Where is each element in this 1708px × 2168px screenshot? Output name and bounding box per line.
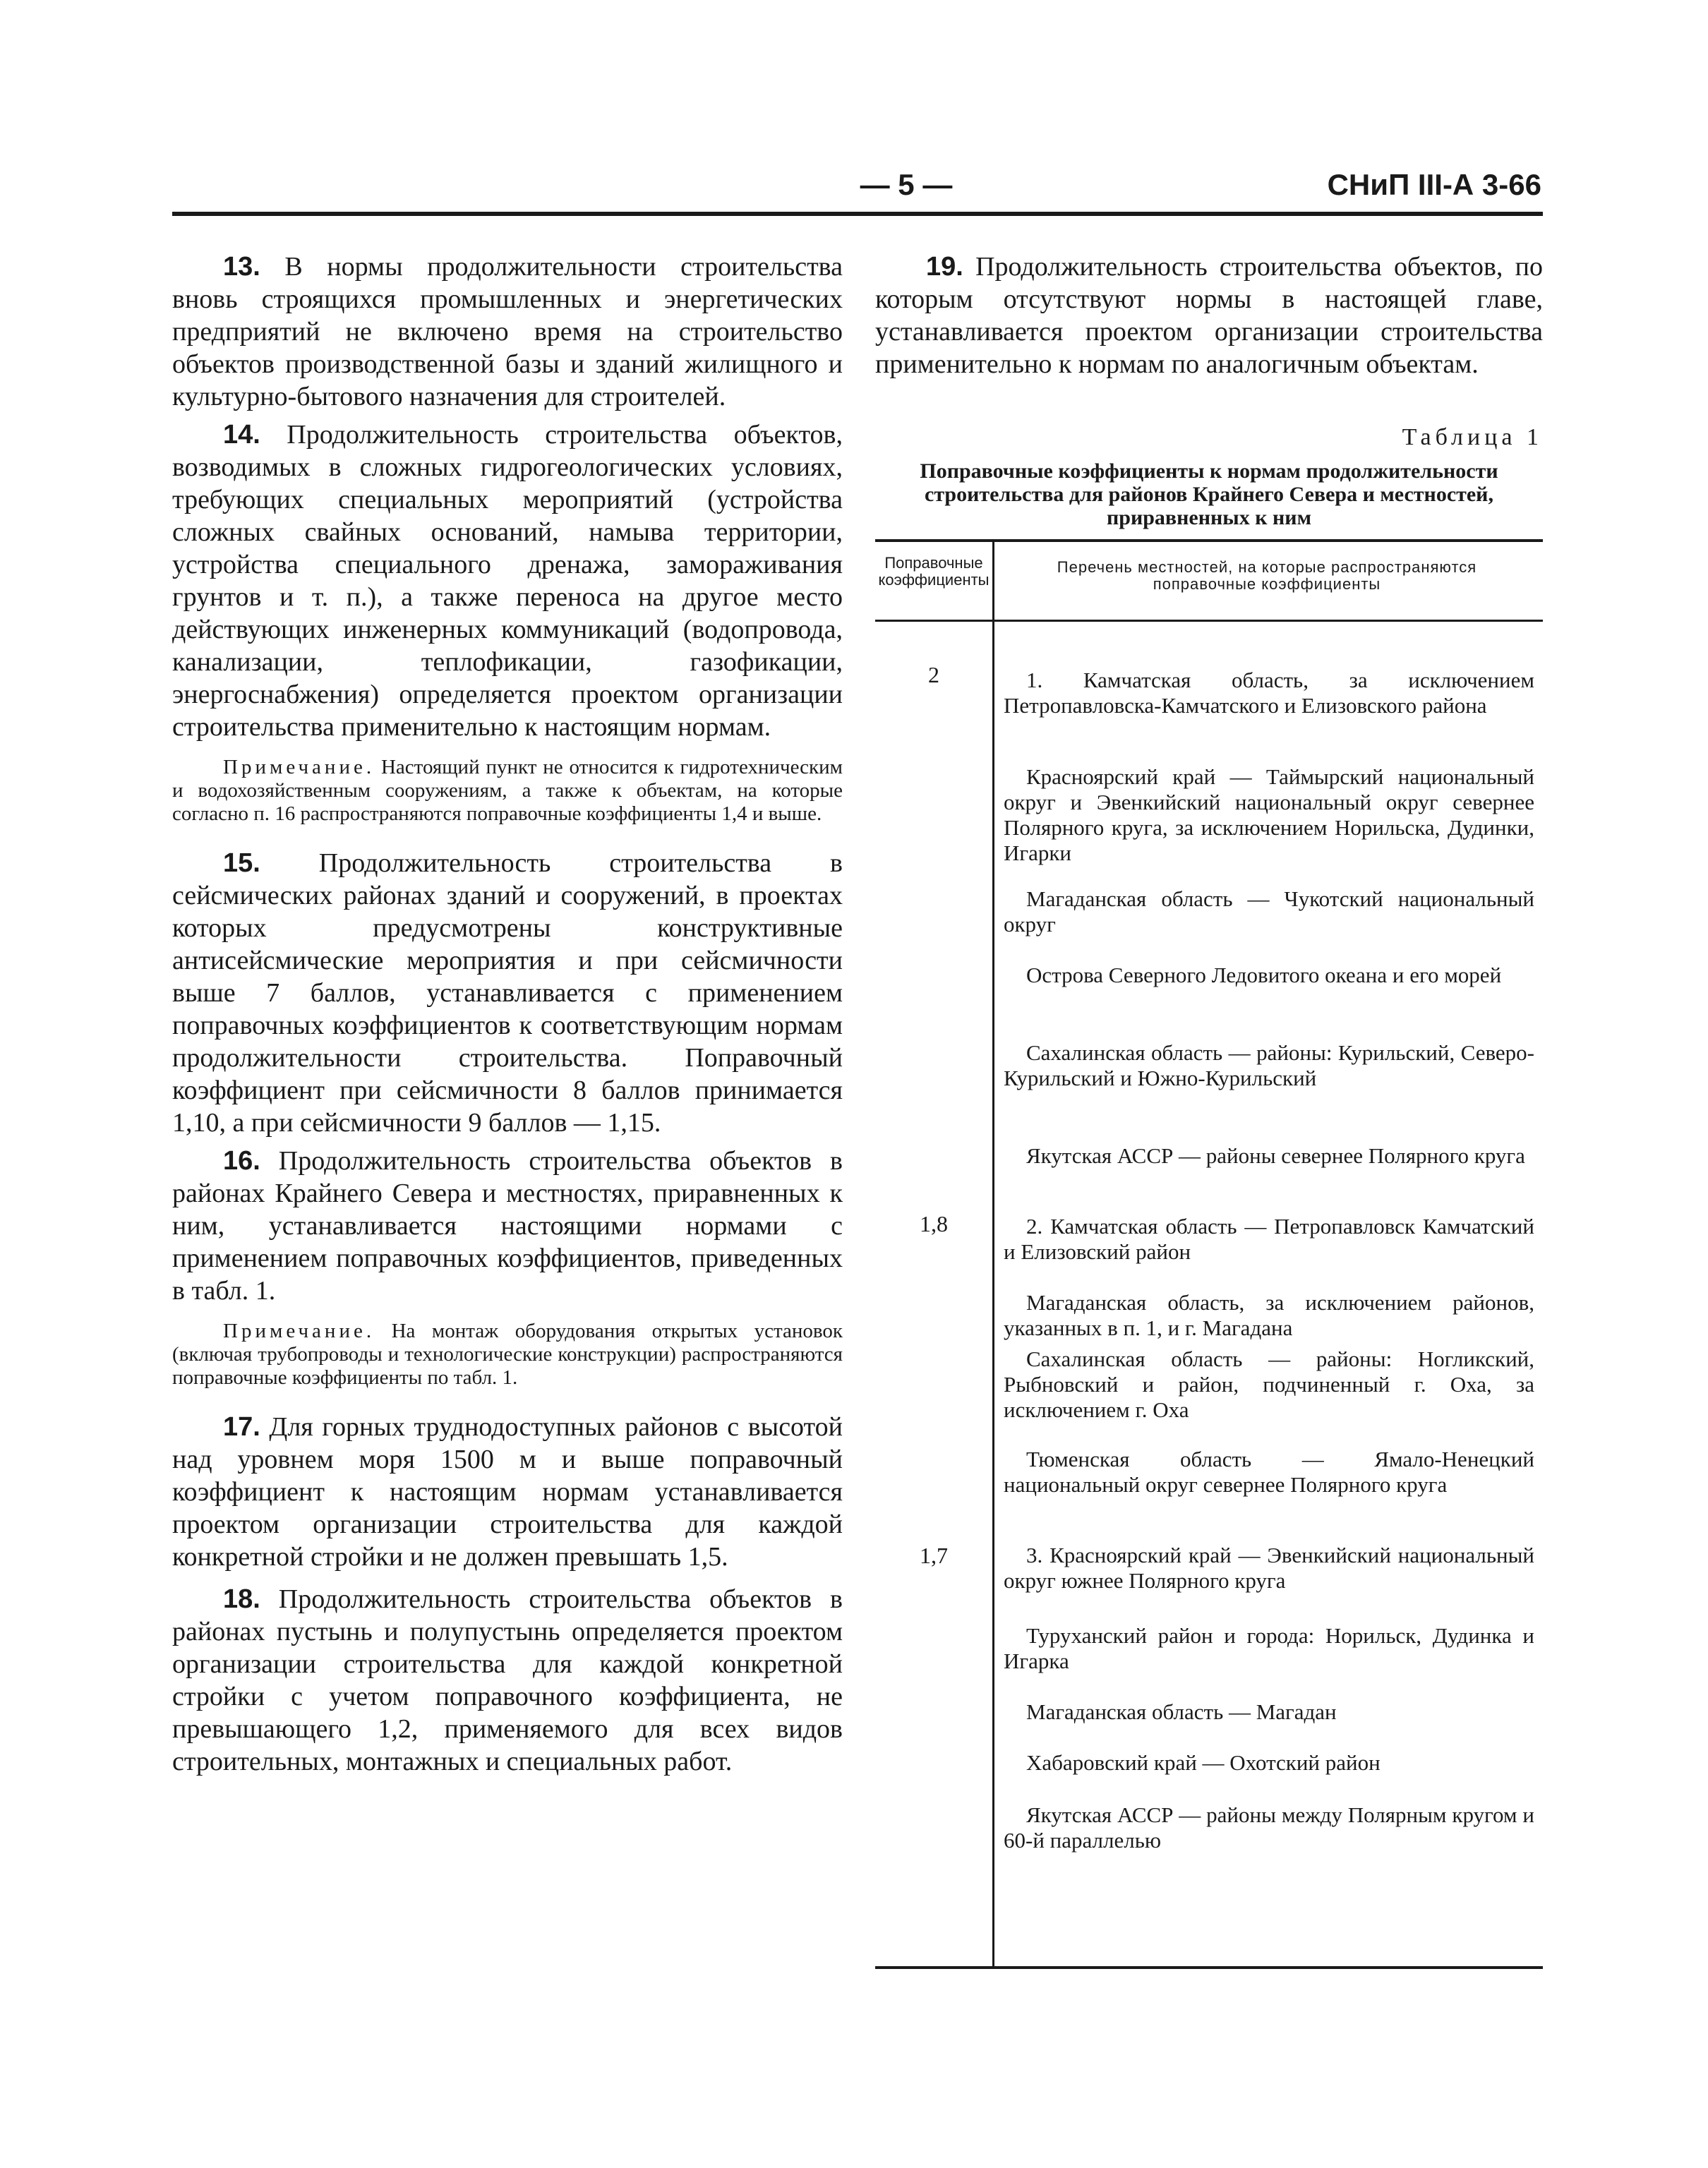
coefficient-value: 1,8 xyxy=(920,1211,948,1236)
paragraph-14 xyxy=(172,418,843,743)
paragraph-number: 15. xyxy=(223,848,260,878)
note-label: Примечание. xyxy=(223,1320,375,1342)
table-entry: 1. Камчатская область, за исключением Петропавловска-Камчатского и Елизовского района xyxy=(1004,668,1534,718)
page-number: — 5 — xyxy=(860,168,953,201)
table-entry: 3. Красноярский край — Эвенкийский национальный округ южнее Полярного круга xyxy=(1004,1543,1534,1593)
paragraph-number: 19. xyxy=(926,252,963,282)
left-column xyxy=(172,251,843,1778)
table-label: Таблица 1 xyxy=(1402,424,1543,450)
column-header-coefficients: Поправочные коэффициенты xyxy=(878,554,990,589)
table-entry: Якутская АССР — районы между Полярным кругом и 60-й параллелью xyxy=(1004,1802,1534,1853)
paragraph-number: 17. xyxy=(223,1412,260,1442)
correction-table xyxy=(875,539,1543,1969)
column-header-areas: Перечень местностей, на которые распространяются поправочные коэффициенты xyxy=(1057,558,1477,593)
paragraph-text: Продолжительность строительства объектов, возводимых в сложных гидрогеологических условиях, требующих специальных мероприятий (устройства сложных свайных оснований, намыва территории, устройства специального дренажа, замораживания грунтов и т. п.), а также переноса на другое место действующих инженерных коммуникаций (водопровода, канализации, теплофикации, газофикации, энергоснабжения) определяется проектом организации строительства применительно к настоящим нормам. xyxy=(172,420,843,742)
header-divider xyxy=(875,620,1543,622)
paragraph-text: В нормы продолжительности строительства вновь строящихся промышленных и энергетических предприятий не включено время на строительство объектов производственной базы и зданий жилищного и культурно-бытового назначения для строителей. xyxy=(172,252,843,411)
paragraph-number: 14. xyxy=(223,420,260,450)
note-label: Примечание. xyxy=(223,756,375,778)
document-code: СНиП III-А 3-66 xyxy=(1327,168,1541,201)
table-entry: Магаданская область, за исключением районов, указанных в п. 1, и г. Магадана xyxy=(1004,1290,1534,1340)
note-2 xyxy=(172,1320,843,1390)
table-entry: Туруханский район и города: Норильск, Дудинка и Игарка xyxy=(1004,1623,1534,1673)
table-entry: Якутская АССР — районы севернее Полярного круга xyxy=(1026,1143,1525,1168)
paragraph-text: Продолжительность строительства объектов в районах пустынь и полупустынь определяется проектом организации строительства для каждой конкретной стройки с учетом поправочного коэффициента, не превышающего 1,2, применяемого для всех видов строительных, монтажных и специальных работ. xyxy=(172,1584,843,1776)
table-entry: Сахалинская область — районы: Ногликский, Рыбновский и район, подчиненный г. Оха, за исключением г. Оха xyxy=(1004,1347,1534,1422)
table-entry: Острова Северного Ледовитого океана и его морей xyxy=(1026,963,1502,987)
paragraph-18 xyxy=(172,1583,843,1778)
paragraph-number: 18. xyxy=(223,1584,260,1614)
note-text: На монтаж оборудования открытых установок (включая трубопроводы и технологические конструкции) распространяются поправочные коэффициенты по табл. 1. xyxy=(172,1320,843,1389)
paragraph-text: Продолжительность строительства объектов в районах Крайнего Севера и местностях, приравненных к ним, устанавливается настоящими нормами с применением поправочных коэффициентов, приведенных в табл. 1. xyxy=(172,1146,843,1306)
header-rule xyxy=(172,212,1543,216)
table-entry: Красноярский край — Таймырский национальный округ и Эвенкийский национальный округ севернее Полярного круга, за исключением Норильска, Дудинки, Игарки xyxy=(1004,764,1534,865)
paragraph-number: 13. xyxy=(223,252,260,282)
paragraph-17 xyxy=(172,1411,843,1573)
paragraph-number: 16. xyxy=(223,1146,260,1176)
paragraph-19 xyxy=(875,251,1543,380)
table-entry: Магаданская область — Чукотский национальный округ xyxy=(1004,886,1534,937)
table-entry: Хабаровский край — Охотский район xyxy=(1026,1750,1381,1775)
coefficient-value: 2 xyxy=(928,662,939,687)
paragraph-15 xyxy=(172,847,843,1139)
coefficient-value: 1,7 xyxy=(920,1543,948,1568)
table-entry: Магаданская область — Магадан xyxy=(1026,1699,1337,1724)
paragraph-13 xyxy=(172,251,843,413)
paragraph-text: Для горных труднодоступных районов с высотой над уровнем моря 1500 м и выше поправочный коэффициент к настоящим нормам устанавливается проектом организации строительства для каждой конкретной стройки и не должен превышать 1,5. xyxy=(172,1412,843,1572)
table-title: Поправочные коэффициенты к нормам продолжительности строительства для районов Крайнего Севера и местностей, приравненных к ним xyxy=(920,459,1498,529)
paragraph-text: Продолжительность строительства в сейсмических районах зданий и сооружений, в проектах которых предусмотрены конструктивные антисейсмические мероприятия и при сейсмичности выше 7 баллов, устанавливается с применением поправочных коэффициентов к соответствующим нормам продолжительности строительства. Поправочный коэффициент при сейсмичности 8 баллов принимается 1,10, а при сейсмичности 9 баллов — 1,15. xyxy=(172,848,843,1138)
note-text: Настоящий пункт не относится к гидротехническим и водохозяйственным сооружениям, а также к объектам, на которые согласно п. 16 распространяются поправочные коэффициенты 1,4 и выше. xyxy=(172,756,843,825)
right-column xyxy=(875,251,1543,1969)
table-entry: Тюменская область — Ямало-Ненецкий национальный округ севернее Полярного круга xyxy=(1004,1447,1534,1497)
table-entry: Сахалинская область — районы: Курильский, Северо-Курильский и Южно-Курильский xyxy=(1004,1040,1534,1090)
table-entry: 2. Камчатская область — Петропавловск Камчатский и Елизовский район xyxy=(1004,1214,1534,1264)
paragraph-text: Продолжительность строительства объектов, по которым отсутствуют нормы в настоящей главе, устанавливается проектом организации строительства применительно к нормам по аналогичным объектам. xyxy=(875,252,1543,379)
column-divider xyxy=(992,542,994,1966)
page-header xyxy=(172,168,1541,215)
note-1 xyxy=(172,756,843,826)
paragraph-16 xyxy=(172,1145,843,1307)
